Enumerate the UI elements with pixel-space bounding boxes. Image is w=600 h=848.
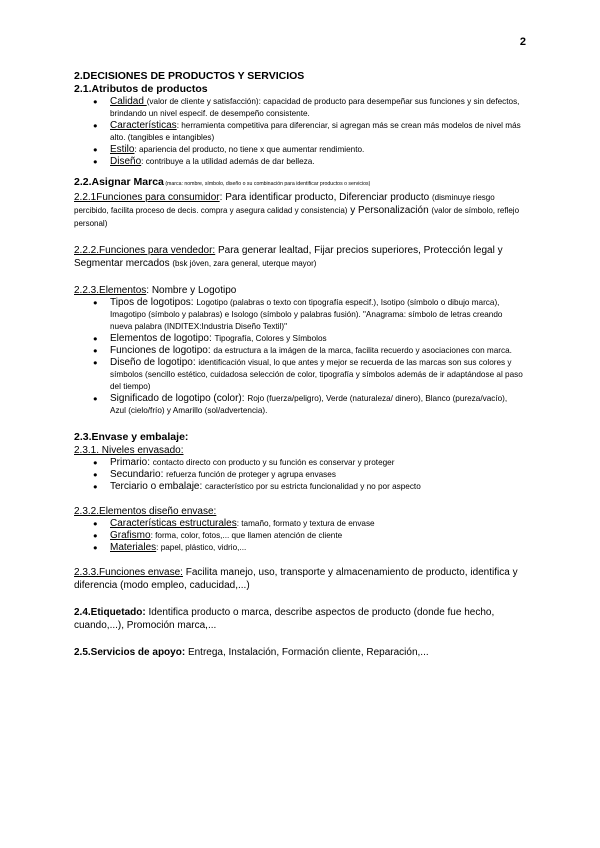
list-item: ● Estilo: apariencia del producto, no tiene x que aumentar rendimiento. — [110, 144, 524, 156]
s23-n3: 2.3.3.Funciones envase: Facilita manejo, uso, transporte y almacenamiento de producto, identifica y diferencia (modo empleo, caducidad,...) — [74, 567, 518, 591]
s25: 2.5.Servicios de apoyo: Entrega, Instalación, Formación cliente, Reparación,... — [74, 647, 429, 658]
list-item: ● Diseño de logotipo: identificación visual, lo que antes y mejor se recuerda de las marcas son sus colores y símbolos (sencillo estético, cuidadosa selección de color, tipografía y símbolos además de ir adaptándose al paso del tiempo) — [110, 357, 524, 393]
list-item: ● Elementos de logotipo: Tipografía, Colores y Símbolos — [110, 333, 524, 345]
s21-list — [74, 96, 524, 168]
s23-n2-list — [74, 518, 524, 554]
list-item: ● Secundario: refuerza función de proteger y agrupa envases — [110, 469, 524, 481]
list-item: ● Características: herramienta competitiva para diferenciar, si agregan más se crean más modelos de nivel más alto. (tangibles e intangibles) — [110, 120, 524, 144]
list-item: ● Grafismo: forma, color, fotos,... que llamen atención de cliente — [110, 530, 524, 542]
list-item: ● Características estructurales: tamaño, formato y textura de envase — [110, 518, 524, 530]
s21-title: 2.1.Atributos de productos — [74, 83, 208, 95]
s22-f2: 2.2.2.Funciones para vendedor: Para generar lealtad, Fijar precios superiores, Protección legal y Segmentar mercados (bsk jóven, zara general, uterque mayor) — [74, 245, 503, 269]
list-item: ● Primario: contacto directo con producto y su función es conservar y proteger — [110, 457, 524, 469]
s22-f1: 2.2.1Funciones para consumidor: Para identificar producto, Diferenciar producto (disminuye riesgo percibido, facilita proceso de decis. compra y asegura calidad y consistencia) y Personalización (valor de símbolo, reflejo personal) — [74, 192, 520, 228]
s23-n2-head: 2.3.2.Elementos diseño envase: — [74, 506, 217, 517]
list-item: ● Terciario o embalaje: característico por su estricta funcionalidad y no por aspecto — [110, 481, 524, 493]
s23-n1-list — [74, 457, 524, 493]
list-item: ● Funciones de logotipo: da estructura a la imágen de la marca, facilita recuerdo y asociaciones con marca. — [110, 345, 524, 357]
list-item: ● Significado de logotipo (color): Rojo (fuerza/peligro), Verde (naturaleza/ dinero), Blanco (pureza/vacío), Azul (cielo/frío) y Amarillo (sol/advertencia). — [110, 393, 524, 417]
s23-n1-head: 2.3.1. Niveles envasado: — [74, 445, 184, 456]
list-item: ● Calidad (valor de cliente y satisfacción): capacidad de producto para desempeñar sus funciones y sin defectos, brindando un nivel especif. de desempeño consistente. — [110, 96, 524, 120]
section-title: 2.DECISIONES DE PRODUCTOS Y SERVICIOS — [74, 70, 305, 82]
s22-list — [74, 297, 524, 417]
list-item: ● Materiales: papel, plástico, vidrio,... — [110, 542, 524, 554]
page-number: 2 — [519, 36, 526, 48]
list-item: ● Tipos de logotipos: Logotipo (palabras o texto con tipografía especif.), Isotipo (símbolo o dibujo marca), Imagotipo (símbolo y palabras) e Isologo (símbolo y palabras fusión). "Anagrama: símbolo de letras creando nueva palabra (INDITEX:Industria Diseño Textil)" — [110, 297, 524, 333]
s24: 2.4.Etiquetado: Identifica producto o marca, describe aspectos de producto (donde fue hecho, cuando,...), Promoción marca,... — [74, 607, 495, 631]
s22-f3: 2.2.3.Elementos: Nombre y Logotipo — [74, 285, 237, 296]
document-body — [74, 70, 524, 659]
s22-title: 2.2.Asignar Marca (marca: nombre, símbolo, diseño o su combinación para identificar productos o servicios) — [74, 176, 371, 188]
s23-title: 2.3.Envase y embalaje: — [74, 431, 189, 443]
list-item: ● Diseño: contribuye a la utilidad además de dar belleza. — [110, 156, 524, 168]
